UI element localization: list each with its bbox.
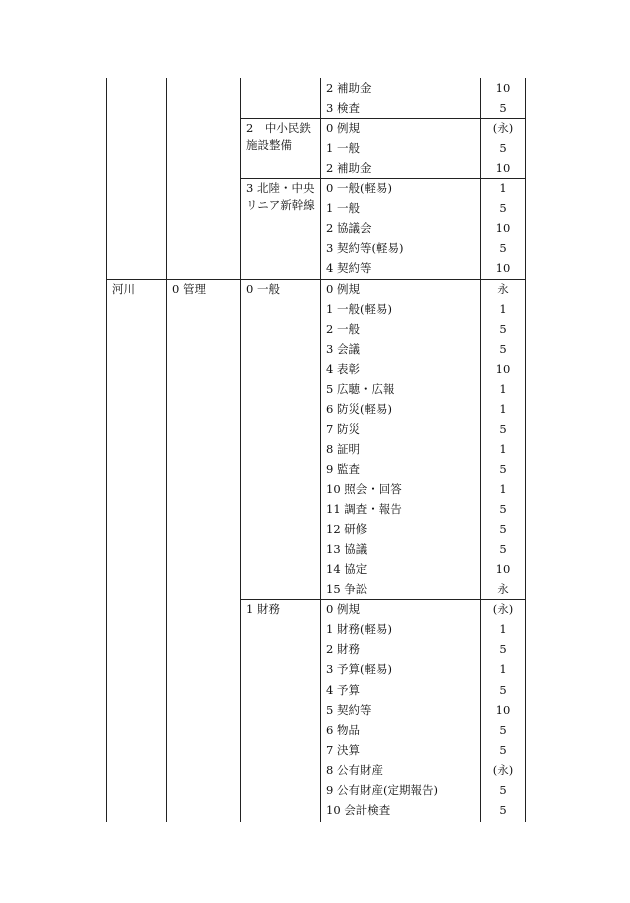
item-label: 5 広聴・広報 [326,381,395,396]
item-period: 10 [495,562,511,577]
item-period: 5 [499,201,507,216]
item-label: 11 調査・報告 [326,502,402,517]
item-period: 10 [495,261,511,276]
item-period: 5 [499,141,507,156]
item-label: 5 契約等 [326,702,372,717]
item-label: 3 契約等(軽易) [326,241,404,256]
item-period: 5 [499,802,507,817]
item-period: 5 [499,782,507,797]
item-period: 10 [495,81,511,95]
item-label: 13 協議 [326,542,368,557]
item-label: 0 例規 [326,281,360,296]
item-period: 1 [499,401,507,416]
category-name: 河川 [112,281,135,296]
item-label: 4 契約等 [326,261,372,276]
item-period: 5 [499,522,507,537]
item-label: 10 照会・回答 [326,482,402,496]
item-label: 0 例規 [326,602,360,617]
item-period: 1 [499,181,507,196]
item-label: 2 財務 [326,642,360,657]
item-label: 14 協定 [326,562,368,577]
group-name: 2 中小民鉄施設整備 [246,121,311,153]
item-label: 3 検査 [326,101,360,116]
item-period: (永) [492,762,514,777]
group-name: 3 北陸・中央リニア新幹線 [246,181,315,213]
item-label: 3 予算(軽易) [326,662,392,677]
item-period: 5 [499,542,507,557]
group-name: 1 財務 [246,602,280,617]
item-label: 1 一般 [326,141,360,156]
item-period: 5 [499,722,507,737]
item-period: 5 [499,321,507,336]
item-label: 8 証明 [326,441,360,456]
item-period: (永) [492,121,514,136]
item-period: 永 [497,582,509,597]
item-label: 4 表彰 [326,361,360,376]
item-label: 2 補助金 [326,81,372,95]
column-rule [166,78,167,822]
group-name: 0 一般 [246,281,280,296]
item-label: 8 公有財産 [326,762,383,777]
item-label: 0 例規 [326,121,360,136]
item-label: 2 一般 [326,321,360,336]
item-period: 1 [499,441,507,456]
column-rule [320,78,321,822]
item-period: 10 [495,702,511,717]
item-label: 6 物品 [326,722,360,737]
item-label: 7 決算 [326,742,360,757]
item-label: 2 補助金 [326,161,372,176]
item-period: 5 [499,742,507,757]
item-period: 5 [499,241,507,256]
item-label: 4 予算 [326,682,360,697]
item-period: 1 [499,381,507,396]
item-period: 5 [499,502,507,517]
column-rule [106,78,107,822]
item-period: 永 [497,281,509,296]
item-period: 5 [499,341,507,356]
item-period: 5 [499,101,507,116]
item-label: 1 一般 [326,201,360,216]
item-label: 3 会議 [326,341,360,356]
item-label: 7 防災 [326,421,360,436]
item-label: 1 一般(軽易) [326,301,392,316]
item-label: 9 公有財産(定期報告) [326,782,438,797]
item-period: 5 [499,461,507,476]
item-label: 6 防災(軽易) [326,401,392,416]
item-period: 1 [499,662,507,677]
item-period: 10 [495,221,511,236]
item-label: 2 協議会 [326,221,372,236]
item-period: 10 [495,361,511,376]
item-period: 10 [495,161,511,176]
subcategory-name: 0 管理 [172,281,206,296]
item-period: 1 [499,301,507,316]
item-label: 15 争訟 [326,582,368,597]
column-rule [525,78,526,822]
item-period: (永) [492,602,514,617]
item-label: 0 一般(軽易) [326,181,392,196]
item-period: 1 [499,482,507,496]
item-label: 1 財務(軽易) [326,622,392,637]
column-rule [240,78,241,822]
item-label: 12 研修 [326,522,368,537]
item-period: 5 [499,642,507,657]
item-label: 9 監査 [326,461,360,476]
item-label: 10 会計検査 [326,802,391,817]
item-period: 5 [499,682,507,697]
item-period: 1 [499,622,507,637]
item-period: 5 [499,421,507,436]
